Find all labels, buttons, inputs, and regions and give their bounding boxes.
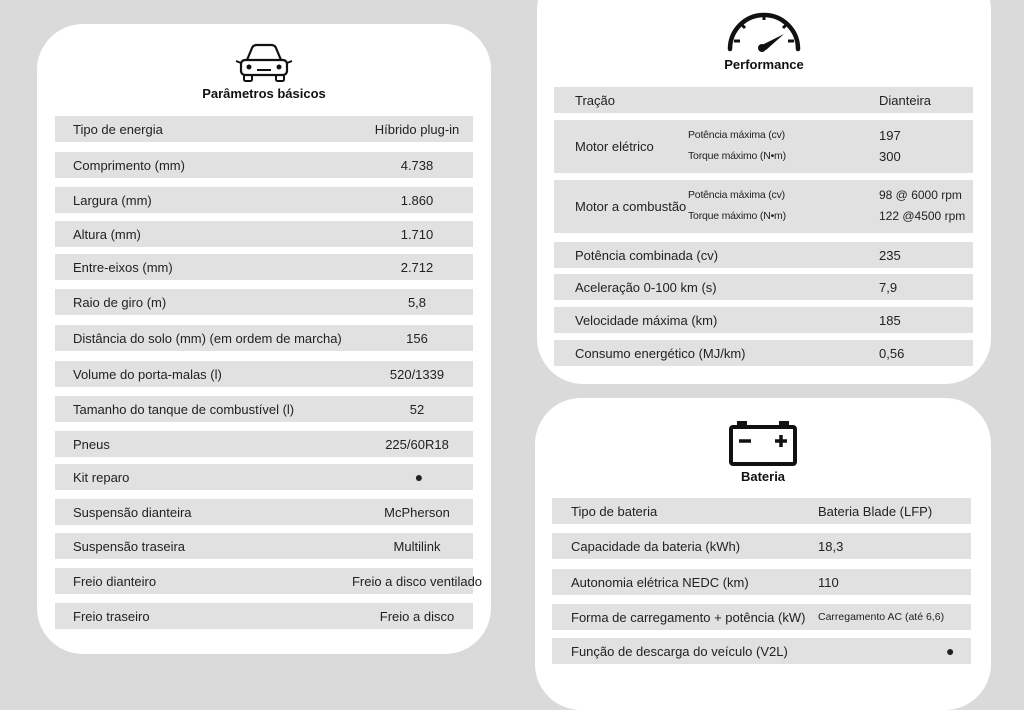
spec-label: Potência combinada (cv) xyxy=(575,247,719,263)
car-icon xyxy=(233,40,295,84)
spec-row xyxy=(55,152,473,178)
performance-header xyxy=(537,5,991,72)
spec-value: 197 xyxy=(879,128,901,143)
battery-title: Bateria xyxy=(740,469,786,484)
spec-row xyxy=(55,568,483,594)
spec-value: Multilink xyxy=(393,538,441,554)
basic-parameters-title: Parâmetros básicos xyxy=(202,86,326,101)
spec-row xyxy=(55,533,473,559)
spec-value: 122 @4500 rpm xyxy=(879,209,966,223)
spec-label: Raio de giro (m) xyxy=(73,294,167,310)
spec-value: 52 xyxy=(409,401,425,417)
spec-label: Tração xyxy=(575,92,615,108)
spec-row xyxy=(552,498,971,524)
spec-label: Pneus xyxy=(73,436,110,452)
basic-parameters-header xyxy=(37,40,491,101)
spec-row xyxy=(554,242,973,268)
spec-label: Altura (mm) xyxy=(73,226,141,242)
spec-row xyxy=(55,431,473,457)
performance-card xyxy=(537,0,991,384)
spec-value: 225/60R18 xyxy=(385,436,449,452)
electric-motor-row xyxy=(554,120,973,173)
spec-row xyxy=(554,274,973,300)
spec-row xyxy=(55,254,473,280)
spec-value: 156 xyxy=(406,330,428,346)
spec-label: Velocidade máxima (km) xyxy=(575,312,718,328)
spec-sublabel: Torque máximo (N•m) xyxy=(688,150,786,162)
spec-label: Tipo de bateria xyxy=(571,503,658,519)
spec-value: Dianteira xyxy=(879,92,932,108)
spec-row xyxy=(552,533,971,559)
spec-value: 300 xyxy=(879,149,901,164)
spec-value: 2.712 xyxy=(400,259,434,275)
spec-sublabel: Potência máxima (cv) xyxy=(688,189,785,201)
spec-value: 7,9 xyxy=(879,279,898,295)
spec-label: Entre-eixos (mm) xyxy=(73,259,173,275)
spec-value: 18,3 xyxy=(818,538,844,554)
spec-label: Tipo de energia xyxy=(73,121,163,137)
spec-row xyxy=(55,325,473,351)
spec-label: Comprimento (mm) xyxy=(73,157,185,173)
spec-value: 520/1339 xyxy=(389,366,445,382)
spec-value: 110 xyxy=(818,574,839,590)
spec-row xyxy=(55,116,473,142)
spec-label: Consumo energético (MJ/km) xyxy=(575,345,746,361)
battery-card xyxy=(535,398,991,710)
battery-icon xyxy=(728,417,798,467)
spec-label: Freio traseiro xyxy=(73,608,150,624)
included-dot-icon: ● xyxy=(414,469,424,485)
spec-label: Freio dianteiro xyxy=(73,573,157,589)
spec-value: 185 xyxy=(879,312,901,328)
speedometer-icon xyxy=(724,5,804,55)
spec-value: Híbrido plug-in xyxy=(374,121,460,137)
spec-value: Bateria Blade (LFP) xyxy=(818,503,933,519)
spec-row xyxy=(55,361,473,387)
spec-value: 5,8 xyxy=(407,294,427,310)
spec-label: Motor elétrico xyxy=(575,139,654,154)
spec-row xyxy=(55,221,473,247)
spec-value: Freio a disco ventilado xyxy=(351,573,483,589)
spec-row xyxy=(552,638,971,664)
spec-sublabel: Potência máxima (cv) xyxy=(688,129,785,141)
spec-row xyxy=(55,187,473,213)
spec-row xyxy=(554,307,973,333)
spec-value: Freio a disco xyxy=(379,608,455,624)
spec-label: Motor a combustão xyxy=(575,199,687,214)
spec-label: Tamanho do tanque de combustível (l) xyxy=(73,401,295,417)
spec-label: Função de descarga do veículo (V2L) xyxy=(571,643,788,659)
spec-value: McPherson xyxy=(384,504,450,520)
spec-label: Forma de carregamento + potência (kW) xyxy=(571,609,806,625)
spec-label: Capacidade da bateria (kWh) xyxy=(571,538,741,554)
spec-row xyxy=(55,499,473,525)
included-dot-icon: ● xyxy=(946,643,955,659)
spec-label: Suspensão dianteira xyxy=(73,504,192,520)
spec-row xyxy=(552,604,971,630)
spec-label: Autonomia elétrica NEDC (km) xyxy=(571,574,749,590)
combustion-motor-row xyxy=(554,180,973,233)
battery-header xyxy=(535,417,991,484)
spec-sublabel: Torque máximo (N•m) xyxy=(688,210,786,222)
spec-row xyxy=(55,289,473,315)
spec-value: 235 xyxy=(879,247,901,263)
spec-value: 0,56 xyxy=(879,345,905,361)
spec-row xyxy=(552,569,971,595)
spec-label: Distância do solo (mm) (em ordem de marcha) xyxy=(73,330,342,346)
spec-row xyxy=(554,340,973,366)
spec-value: 98 @ 6000 rpm xyxy=(879,188,962,202)
spec-row xyxy=(55,396,473,422)
spec-row xyxy=(55,603,473,629)
spec-row xyxy=(554,87,973,113)
spec-row xyxy=(55,464,473,490)
spec-label: Volume do porta-malas (l) xyxy=(73,366,222,382)
spec-label: Largura (mm) xyxy=(73,192,152,208)
spec-value: Carregamento AC (até 6,6) xyxy=(818,611,945,623)
spec-label: Aceleração 0-100 km (s) xyxy=(575,279,717,295)
spec-value: 4.738 xyxy=(400,157,434,173)
spec-value: 1.710 xyxy=(400,226,434,242)
performance-title: Performance xyxy=(724,57,804,72)
spec-value: 1.860 xyxy=(400,192,434,208)
spec-label: Kit reparo xyxy=(73,469,130,485)
basic-parameters-card xyxy=(37,24,491,654)
spec-label: Suspensão traseira xyxy=(73,538,186,554)
